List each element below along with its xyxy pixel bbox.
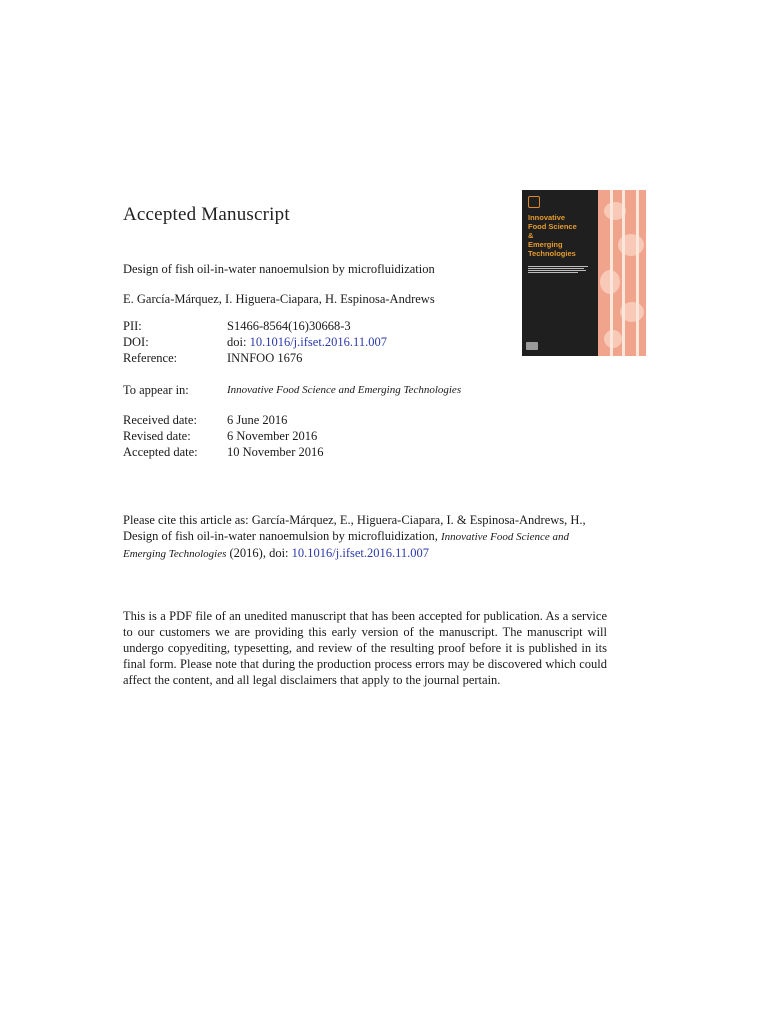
article-title: Design of fish oil-in-water nanoemulsion by microfluidization	[123, 262, 435, 276]
citation-text: Please cite this article as: García-Márquez, E., Higuera-Ciapara, I. & Espinosa-Andrews, H., Design of fish oil-in-water nanoemulsion by microfluidization,	[123, 513, 586, 543]
received-value: 6 June 2016	[227, 413, 288, 427]
accepted-label: Accepted date:	[123, 445, 198, 459]
cover-title-line: Technologies	[528, 249, 576, 258]
publisher-logo-icon	[528, 196, 540, 208]
cover-title-line: Innovative	[528, 213, 566, 222]
cover-artwork	[598, 190, 646, 356]
doi-link[interactable]: 10.1016/j.ifset.2016.11.007	[249, 335, 387, 349]
doi-value	[227, 334, 387, 350]
cover-stripe	[636, 190, 639, 356]
pii-value: S1466-8564(16)30668-3	[227, 319, 351, 333]
journal-name: Innovative Food Science and Emerging Technologies	[227, 384, 462, 396]
cover-stripe	[610, 190, 613, 356]
revised-label: Revised date:	[123, 429, 191, 443]
doi-prefix: doi:	[227, 335, 247, 349]
page-title: Accepted Manuscript	[123, 204, 290, 225]
accepted-value: 10 November 2016	[227, 445, 324, 459]
cover-stripe	[622, 190, 625, 356]
citation-year: (2016),	[229, 546, 266, 560]
reference-label: Reference:	[123, 351, 178, 365]
cover-title-line: Food Science	[528, 222, 577, 231]
citation-doi-link[interactable]: 10.1016/j.ifset.2016.11.007	[291, 546, 430, 560]
journal-cover	[522, 190, 646, 356]
revised-value: 6 November 2016	[227, 429, 318, 443]
reference-value: INNFOO 1676	[227, 351, 303, 365]
cover-title-line: Emerging	[528, 240, 563, 249]
cover-title-line: &	[528, 231, 534, 240]
notice-paragraph: This is a PDF file of an unedited manuscript that has been accepted for publication. As a service to our customers we are providing this early version of the manuscript. The manuscript will undergo copyediting, typesetting, and review of the resulting proof before it is published in its final form. Please note that during the production process errors may be discovered which could affect the content, and all legal disclaimers that apply to the journal pertain.	[123, 609, 607, 687]
cover-subtitle-lines	[528, 265, 594, 274]
cover-badge-icon	[526, 342, 538, 350]
doi-label: DOI:	[123, 335, 149, 349]
authors: E. García-Márquez, I. Higuera-Ciapara, H. Espinosa-Andrews	[123, 292, 435, 306]
citation-doi-prefix: doi:	[269, 546, 289, 560]
pii-label: PII:	[123, 319, 142, 333]
received-label: Received date:	[123, 413, 197, 427]
journal-label: To appear in:	[123, 383, 189, 397]
citation-block	[123, 512, 607, 562]
cover-art-blob	[604, 330, 622, 348]
cover-title	[528, 213, 596, 258]
citation-journal: Innovative Food Science and Emerging Technologies	[123, 531, 569, 560]
